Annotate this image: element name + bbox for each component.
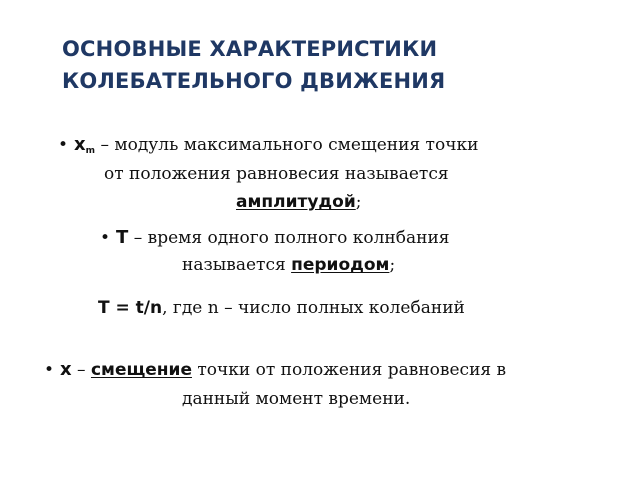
amplitude-text-2: от положения равновесия называется xyxy=(104,164,449,184)
bullet-icon: • xyxy=(58,135,69,155)
period-line-2 xyxy=(182,254,395,276)
amplitude-subscript: m xyxy=(85,146,96,156)
title-line-1: ОСНОВНЫЕ ХАРАКТЕРИСТИКИ xyxy=(62,37,438,61)
displacement-text-1: точки от положения равновесия в xyxy=(191,360,507,380)
period-formula: T = t/n xyxy=(98,298,163,318)
displacement-dash: – xyxy=(71,360,91,380)
displacement-text-2: данный момент времени. xyxy=(182,389,411,409)
period-text-1: – время одного полного колнбания xyxy=(128,228,450,248)
displacement-term: смещение xyxy=(90,360,192,380)
bullet-icon: • xyxy=(44,360,55,380)
bullet-icon: • xyxy=(100,228,111,248)
formula-line xyxy=(98,297,465,319)
amplitude-line-3 xyxy=(236,191,361,213)
period-text-2: называется xyxy=(182,255,292,275)
formula-explanation: , где n – число полных колебаний xyxy=(162,298,465,318)
period-line-1 xyxy=(100,227,450,249)
amplitude-text-1: – модуль максимального смещения точки xyxy=(95,135,479,155)
period-symbol: T xyxy=(116,227,129,248)
title-line-2: КОЛЕБАТЕЛЬНОГО ДВИЖЕНИЯ xyxy=(62,69,446,93)
amplitude-line-2 xyxy=(104,163,449,185)
amplitude-end: ; xyxy=(355,192,362,212)
displacement-line-2 xyxy=(182,388,410,410)
displacement-line-1 xyxy=(44,359,506,381)
slide-title xyxy=(62,33,602,97)
amplitude-symbol: x xyxy=(74,134,86,155)
period-term: периодом xyxy=(291,255,390,275)
amplitude-line-1 xyxy=(58,134,478,162)
period-end: ; xyxy=(389,255,396,275)
amplitude-term: амплитудой xyxy=(236,192,356,212)
displacement-symbol: x xyxy=(60,359,72,380)
